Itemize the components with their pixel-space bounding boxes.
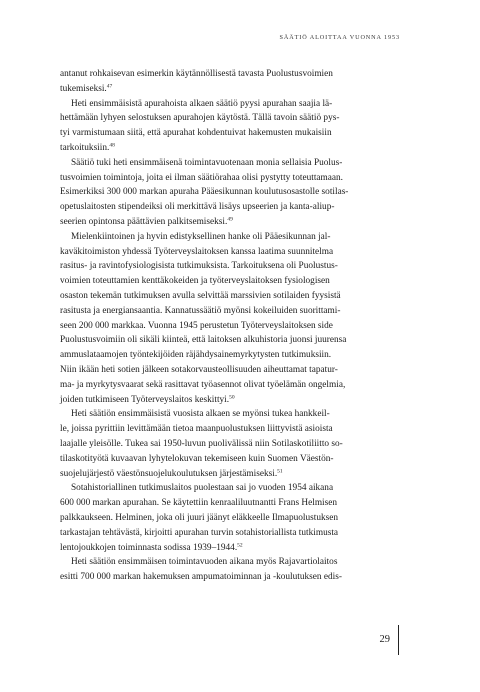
text-line: kaväkitoimiston yhdessä Työterveyslaitoksen kanssa laatima suunnitelma: [60, 246, 334, 257]
text-line: esitti 700 000 markan hakemuksen ampumatoiminnan ja -koulutuksen edis-: [60, 572, 342, 583]
text-line: seen 200 000 markkaa. Vuonna 1945 perustetun Työterveyslaitoksen side: [60, 320, 333, 331]
text-line: laajalle yleisölle. Tukea sai 1950-luvun puolivälissä niin Sotilaskotiliitto so-: [60, 438, 343, 449]
text-line: Heti säätiön ensimmäisen toimintavuoden aikana myös Rajavartiolaitos: [71, 557, 338, 568]
text-line: tusvoimien toimintoja, joita ei ilman säätiörahaa olisi pystytty toteuttamaan.: [60, 172, 343, 183]
text-line: palkkaukseen. Helminen, joka oli juuri jäänyt eläkkeelle Ilmapuolustuksen: [60, 512, 339, 523]
body-text: [60, 67, 401, 585]
text-line: suojelujärjestö väestönsuojelukoulutuksen järjestämiseksi.: [60, 468, 278, 479]
footnote-ref: 50: [229, 394, 235, 401]
text-line: Säätiö tuki heti ensimmäisenä toimintavuotenaan monia sellaisia Puolus-: [71, 157, 343, 168]
text-line: tukemiseksi.: [60, 83, 107, 94]
text-line: Puolustusvoimiin oli sikäli kiinteä, että laitoksen alkuhistoria juonsi juurensa: [60, 335, 347, 346]
text-line: 600 000 markan apurahan. Se käytettiin kenraaliluutnantti Frans Helmisen: [60, 498, 338, 509]
text-line: ma- ja myrkytysvaarat sekä rasittavat työasennot olivat työelämän ongelmia,: [60, 379, 346, 390]
paragraph: [60, 67, 401, 97]
footnote-ref: 52: [237, 542, 243, 548]
paragraph: [60, 407, 401, 481]
text-line: lentojoukkojen toiminnasta sodissa 1939–1944.: [60, 542, 238, 553]
paragraph: [60, 230, 401, 408]
text-line: seerien opintonsa päättävien palkitsemiseksi.: [60, 216, 228, 227]
footnote-ref: 51: [277, 468, 283, 475]
text-line: Niin ikään heti sotien jälkeen sotakorvausteollisuuden aiheuttamat tapatur-: [60, 364, 338, 375]
text-line: tarkoituksiin.: [60, 142, 110, 153]
paragraph: [60, 481, 401, 555]
text-line: hettämään lyhyen selostuksen apurahojen käytöstä. Tällä tavoin säätiö pys-: [60, 113, 340, 124]
text-line: opetuslaitosten stipendeiksi oli merkittävä lisäys upseerien ja kanta-aliup-: [60, 202, 335, 213]
text-line: ammuslataamojen työntekijöiden räjähdysainemyrkytysten tutkimuksiin.: [60, 350, 332, 361]
footnote-ref: 47: [106, 83, 113, 90]
text-line: Esimerkiksi 300 000 markan apuraha Pääesikunnan koulutusosastolle sotilas-: [60, 187, 349, 198]
running-header: SÄÄTIÖ ALOITTAA VUONNA 1953: [279, 34, 400, 41]
footnote-ref: 49: [227, 216, 233, 223]
text-line: tarkastajan tehtävästä, kirjoitti apurahan turvin sotahistoriallista tutkimusta: [60, 527, 339, 538]
text-line: rasitus- ja ravintofysiologisista tutkimuksista. Tarkoituksena oli Puolustus-: [60, 261, 338, 272]
paragraph: [60, 97, 401, 156]
text-line: Heti ensimmäisistä apurahoista alkaen säätiö pyysi apurahan saajia lä-: [71, 98, 333, 109]
paragraph: [60, 555, 401, 585]
text-line: Mielenkiintoinen ja hyvin edistyksellinen hanke oli Pääesikunnan jal-: [71, 231, 331, 242]
text-line: tyi varmistumaan siitä, että apurahat kohdentuivat hakemusten mukaisiin: [60, 128, 332, 139]
text-line: voimien toteuttamien kenttäkokeiden ja työterveyslaitoksen fysiologisen: [60, 276, 330, 287]
text-line: Heti säätiön ensimmäisistä vuosista alkaen se myönsi tukea hankkeil-: [71, 409, 330, 420]
text-line: antanut rohkaisevan esimerkin käytännöllisestä tavasta Puolustusvoimien: [60, 69, 333, 79]
text-line: tilaskotityötä kuvaavan lyhytelokuvan tekemiseen kuin Suomen Väestön-: [60, 453, 334, 464]
page-number-rule: [398, 625, 399, 655]
text-line: le, joissa pyrittiin levittämään tietoa maanpuolustuksen liittyvistä asioista: [60, 424, 333, 435]
text-line: Sotahistoriallinen tutkimuslaitos puolestaan sai jo vuoden 1954 aikana: [71, 483, 334, 494]
paragraph: [60, 156, 401, 230]
text-line: osaston tekemän tutkimuksen avulla selvittää marssivien sotilaiden fyysistä: [60, 290, 341, 301]
text-line: joiden tutkimiseen Työterveyslaitos keskittyi.: [60, 394, 230, 405]
page-number: 29: [379, 634, 390, 645]
footnote-ref: 48: [109, 142, 115, 149]
text-line: rasitusta ja energiansaantia. Kannatussäätiö myönsi kokeiluiden suorittami-: [60, 305, 341, 316]
